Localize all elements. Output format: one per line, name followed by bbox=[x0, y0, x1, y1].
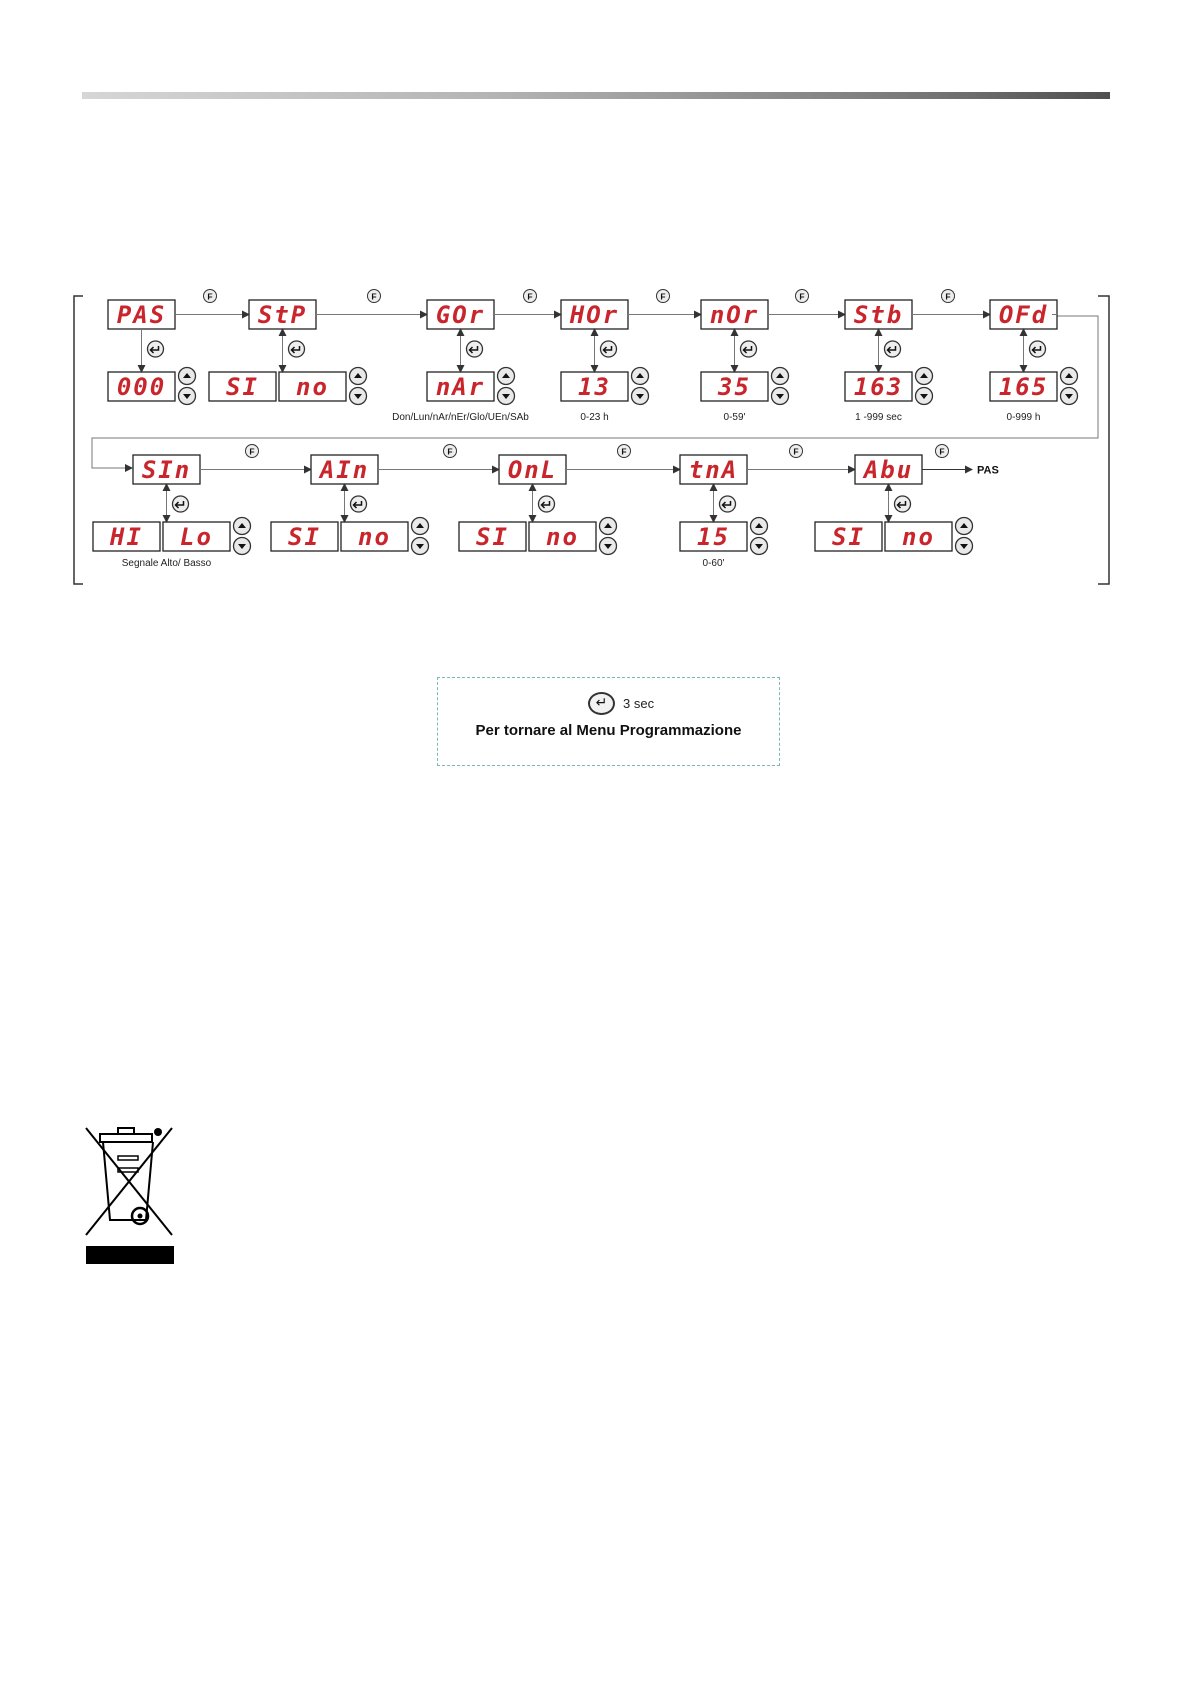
value-display-SIn-1 bbox=[163, 522, 230, 551]
enter-key-icon bbox=[467, 341, 483, 357]
enter-key-icon bbox=[885, 341, 901, 357]
value-display-nOr-0 bbox=[701, 372, 768, 401]
f-key-icon bbox=[246, 445, 259, 458]
up-down-arrows-icon bbox=[234, 518, 251, 555]
f-key-icon-label: F bbox=[249, 446, 255, 457]
menu-code-PAS-text: PAS bbox=[116, 301, 167, 330]
menu-code-Stb bbox=[845, 300, 912, 329]
menu-code-AIn bbox=[311, 455, 378, 484]
menu-code-GOr bbox=[427, 300, 494, 329]
value-display-Abu-0-text: SI bbox=[832, 523, 865, 552]
weee-crossed-bin-icon bbox=[84, 1120, 174, 1265]
return-to-label: PAS bbox=[977, 464, 999, 477]
value-display-SIn-0-text: HI bbox=[110, 523, 143, 552]
info-time: 3 sec bbox=[623, 696, 655, 711]
f-key-icon bbox=[657, 290, 670, 303]
up-down-arrows-icon bbox=[412, 518, 429, 555]
menu-code-OFd bbox=[990, 300, 1057, 329]
menu-code-nOr bbox=[701, 300, 768, 329]
menu-code-nOr-text: nOr bbox=[709, 301, 760, 330]
menu-code-SIn-text: SIn bbox=[141, 456, 192, 485]
value-display-Stb-0 bbox=[845, 372, 912, 401]
up-down-arrows-icon bbox=[772, 368, 789, 405]
up-down-arrows-icon bbox=[916, 368, 933, 405]
enter-key-icon bbox=[1030, 341, 1046, 357]
enter-key-icon: ↵ bbox=[588, 692, 615, 715]
up-down-arrows-icon bbox=[956, 518, 973, 555]
value-display-Abu-1 bbox=[885, 522, 952, 551]
value-display-SIn-0 bbox=[93, 522, 160, 551]
f-key-icon-label: F bbox=[939, 446, 945, 457]
f-key-icon-label: F bbox=[945, 291, 951, 302]
value-display-OnL-1 bbox=[529, 522, 596, 551]
range-caption: Segnale Alto/ Basso bbox=[121, 558, 212, 569]
bracket-left bbox=[74, 296, 83, 584]
up-down-arrows-icon bbox=[350, 368, 367, 405]
menu-code-OnL bbox=[499, 455, 566, 484]
value-display-SIn-1-text: Lo bbox=[180, 523, 213, 552]
value-display-PAS-0 bbox=[108, 372, 175, 401]
up-down-arrows-icon bbox=[632, 368, 649, 405]
up-down-arrows-icon bbox=[600, 518, 617, 555]
value-display-OFd-0-text: 165 bbox=[998, 373, 1049, 402]
menu-code-tnA bbox=[680, 455, 747, 484]
value-display-StP-1 bbox=[279, 372, 346, 401]
range-caption: 0-23 h bbox=[580, 412, 609, 423]
value-display-PAS-0-text: 000 bbox=[116, 373, 167, 402]
f-key-icon-label: F bbox=[371, 291, 377, 302]
f-key-icon bbox=[796, 290, 809, 303]
range-caption: 0-999 h bbox=[1006, 412, 1041, 423]
enter-key-icon bbox=[741, 341, 757, 357]
enter-key-icon bbox=[895, 496, 911, 512]
up-down-arrows-icon bbox=[1061, 368, 1078, 405]
menu-code-GOr-text: GOr bbox=[435, 301, 486, 330]
menu-code-StP bbox=[249, 300, 316, 329]
value-display-StP-0 bbox=[209, 372, 276, 401]
enter-key-icon bbox=[351, 496, 367, 512]
value-display-AIn-1-text: no bbox=[358, 523, 391, 552]
f-key-icon bbox=[368, 290, 381, 303]
value-display-GOr-0 bbox=[427, 372, 494, 401]
info-box bbox=[437, 677, 780, 766]
up-down-arrows-icon bbox=[751, 518, 768, 555]
value-display-tnA-0 bbox=[680, 522, 747, 551]
value-display-OnL-1-text: no bbox=[546, 523, 579, 552]
f-key-icon-label: F bbox=[207, 291, 213, 302]
f-key-icon-label: F bbox=[660, 291, 666, 302]
enter-key-icon bbox=[539, 496, 555, 512]
value-display-AIn-0 bbox=[271, 522, 338, 551]
value-display-OnL-0-text: SI bbox=[476, 523, 509, 552]
range-caption: 1 -999 sec bbox=[855, 412, 902, 423]
range-caption: 0-60' bbox=[702, 558, 725, 569]
menu-code-tnA-text: tnA bbox=[688, 456, 739, 485]
enter-key-icon bbox=[289, 341, 305, 357]
menu-code-SIn bbox=[133, 455, 200, 484]
value-display-GOr-0-text: nAr bbox=[435, 373, 486, 402]
value-display-tnA-0-text: 15 bbox=[697, 523, 730, 552]
menu-code-PAS bbox=[108, 300, 175, 329]
value-display-Abu-0 bbox=[815, 522, 882, 551]
f-key-icon-label: F bbox=[799, 291, 805, 302]
f-key-icon bbox=[936, 445, 949, 458]
f-key-icon-label: F bbox=[447, 446, 453, 457]
menu-code-Stb-text: Stb bbox=[853, 301, 904, 330]
f-key-icon bbox=[444, 445, 457, 458]
f-key-icon bbox=[790, 445, 803, 458]
enter-key-icon bbox=[601, 341, 617, 357]
enter-key-icon bbox=[148, 341, 164, 357]
menu-code-HOr-text: HOr bbox=[569, 301, 620, 330]
range-caption: 0-59' bbox=[723, 412, 746, 423]
range-caption: Don/Lun/nAr/nEr/Glo/UEn/SAb bbox=[392, 412, 529, 423]
menu-code-StP-text: StP bbox=[257, 301, 308, 330]
value-display-Stb-0-text: 163 bbox=[853, 373, 904, 402]
value-display-AIn-0-text: SI bbox=[288, 523, 321, 552]
menu-code-OFd-text: OFd bbox=[998, 301, 1049, 330]
value-display-StP-0-text: SI bbox=[226, 373, 259, 402]
bracket-right bbox=[1098, 296, 1109, 584]
value-display-AIn-1 bbox=[341, 522, 408, 551]
f-key-icon bbox=[524, 290, 537, 303]
up-down-arrows-icon bbox=[179, 368, 196, 405]
f-key-icon-label: F bbox=[527, 291, 533, 302]
f-key-icon bbox=[942, 290, 955, 303]
f-key-icon bbox=[618, 445, 631, 458]
value-display-OnL-0 bbox=[459, 522, 526, 551]
value-display-OFd-0 bbox=[990, 372, 1057, 401]
f-key-icon-label: F bbox=[793, 446, 799, 457]
menu-code-OnL-text: OnL bbox=[507, 456, 558, 485]
value-display-Abu-1-text: no bbox=[902, 523, 935, 552]
f-key-icon-label: F bbox=[621, 446, 627, 457]
up-down-arrows-icon bbox=[498, 368, 515, 405]
f-key-icon bbox=[204, 290, 217, 303]
menu-code-AIn-text: AIn bbox=[319, 456, 370, 485]
menu-code-Abu bbox=[855, 455, 922, 484]
value-display-StP-1-text: no bbox=[296, 373, 329, 402]
value-display-HOr-0 bbox=[561, 372, 628, 401]
enter-key-icon bbox=[173, 496, 189, 512]
value-display-HOr-0-text: 13 bbox=[578, 373, 611, 402]
enter-key-icon bbox=[720, 496, 736, 512]
info-text: Per tornare al Menu Programmazione bbox=[475, 722, 742, 739]
menu-code-HOr bbox=[561, 300, 628, 329]
value-display-nOr-0-text: 35 bbox=[718, 373, 751, 402]
menu-code-Abu-text: Abu bbox=[863, 456, 914, 485]
